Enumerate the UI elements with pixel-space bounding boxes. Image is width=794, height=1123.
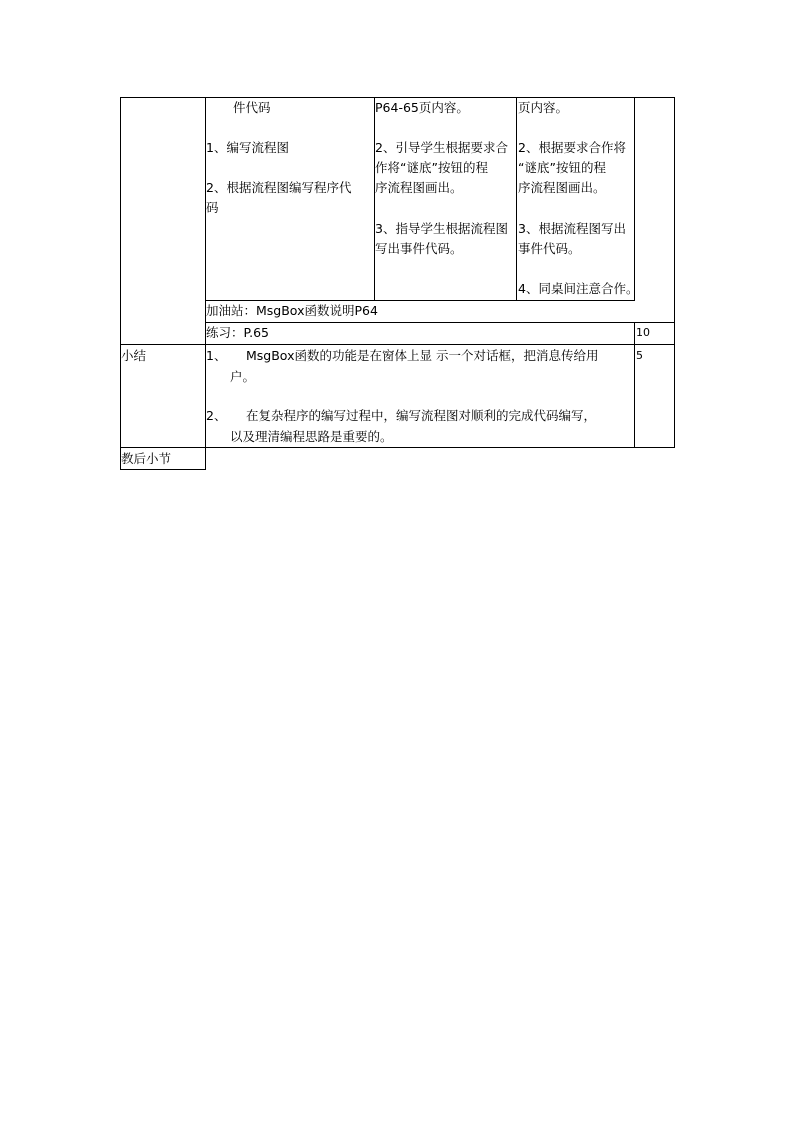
student-item3-line2: 事件代码。 (518, 241, 581, 256)
teacher-item2-line3: 序流程图画出。 (375, 180, 463, 195)
teacher-item3-line2: 写出事件代码。 (375, 241, 463, 256)
row-divider-reflection (120, 447, 675, 448)
student-item4: 4、同桌间注意合作。 (518, 281, 639, 296)
row-divider-exercise (205, 322, 675, 323)
summary-item2-line2: 以及理清编程思路是重要的。 (230, 429, 393, 444)
tip-text: 加油站：MsgBox函数说明P64 (206, 303, 378, 318)
exercise-time: 10 (636, 326, 650, 339)
col-divider-2 (374, 97, 375, 300)
summary-item2-num: 2、 (206, 408, 227, 423)
student-item2-line1: 2、根据要求合作将 (518, 140, 626, 155)
col-divider-4b (634, 322, 635, 447)
activity-item2-line1: 2、根据流程图编写程序代 (206, 180, 352, 195)
student-item3-line1: 3、根据流程图写出 (518, 221, 626, 236)
table-border-right (674, 97, 675, 447)
summary-item2-line1: 在复杂程序的编写过程中，编写流程图对顺利的完成代码编写， (246, 408, 597, 423)
teacher-item2-line1: 2、引导学生根据要求合 (375, 140, 508, 155)
activity-item1: 1、编写流程图 (206, 140, 289, 155)
teacher-line0: P64-65页内容。 (375, 100, 469, 115)
student-item2-line3: 序流程图画出。 (518, 180, 606, 195)
table-border-bottom (120, 469, 206, 470)
activity-item2-line2: 码 (206, 200, 219, 215)
row-divider-summary (120, 344, 675, 345)
teacher-item2-line2: 作将“谜底”按钮的程 (375, 160, 488, 175)
summary-item1-line2: 户。 (230, 369, 256, 384)
exercise-text: 练习：P.65 (206, 325, 269, 340)
student-item2-line2: “谜底”按钮的程 (518, 160, 606, 175)
reflection-label: 教后小节 (121, 451, 172, 466)
activity-line0: 件代码 (233, 100, 271, 115)
summary-label: 小结 (121, 348, 147, 363)
table-border-left (120, 97, 121, 470)
summary-item1-line1: MsgBox函数的功能是在窗体上显 示一个对话框，把消息传给用 (246, 348, 599, 363)
col-divider-3 (516, 97, 517, 300)
col-divider-4 (634, 97, 635, 300)
summary-time: 5 (636, 349, 643, 362)
student-line0: 页内容。 (518, 100, 569, 115)
teacher-item3-line1: 3、指导学生根据流程图 (375, 221, 508, 236)
summary-item1-num: 1、 (206, 348, 227, 363)
